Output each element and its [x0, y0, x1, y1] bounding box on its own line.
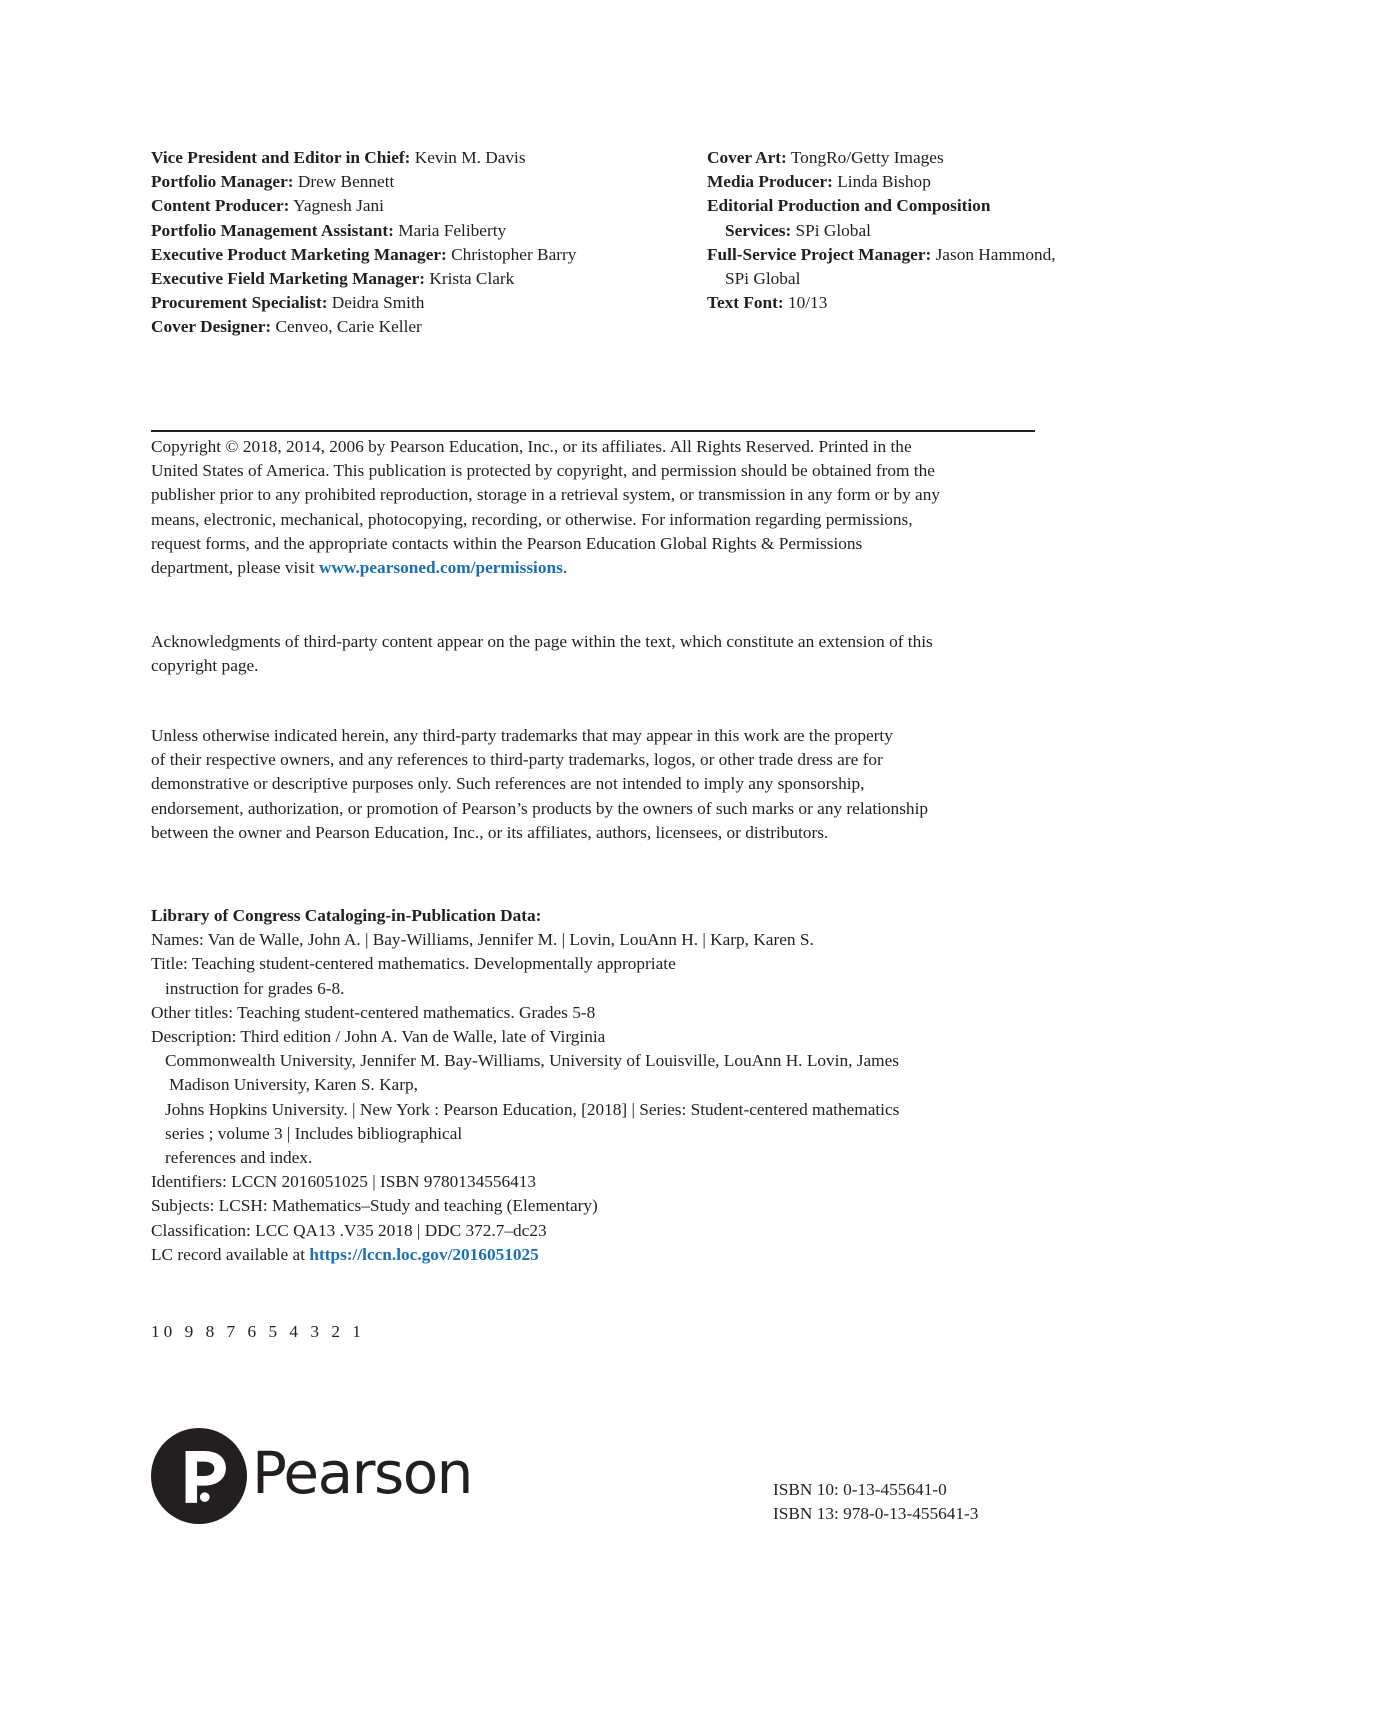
credit-value: Christopher Barry [446, 244, 577, 264]
credit-value: SPi Global [791, 220, 871, 240]
credit-value: SPi Global [725, 269, 801, 289]
trademark-line: of their respective owners, and any references to third-party trademarks, logos, or other trade dress are for [151, 750, 883, 770]
isbn-block [773, 1478, 978, 1526]
cataloging-heading [151, 904, 899, 928]
credit-value: TongRo/Getty Images [786, 148, 944, 167]
credit-value: Deidra Smith [327, 293, 425, 313]
pearson-logo-icon [151, 1428, 247, 1524]
credit-line [707, 243, 1056, 267]
copyright-text: . [562, 558, 568, 578]
credit-line [151, 194, 576, 218]
pearson-wordmark: Pearson [252, 1439, 472, 1507]
credit-label: Executive Product Marketing Manager: [151, 244, 447, 264]
trademark-notice [151, 724, 928, 845]
copyright-line: request forms, and the appropriate contacts within the Pearson Education Global Rights & Permissions [151, 533, 863, 553]
isbn-13: ISBN 13: 978-0-13-455641-3 [773, 1504, 979, 1524]
credit-value: Kevin M. Davis [410, 148, 526, 167]
credit-value: Maria Feliberty [393, 220, 507, 240]
trademark-line: between the owner and Pearson Education, Inc., or its affiliates, authors, licensees, or distributors. [151, 822, 829, 842]
credit-value: Linda Bishop [832, 172, 931, 192]
trademark-line: endorsement, authorization, or promotion of Pearson’s products by the owners of such marks or any relationship [151, 798, 929, 818]
credit-label: Services: [725, 220, 792, 240]
credits-left-column [151, 146, 576, 340]
credit-line [151, 315, 576, 339]
copyright-line: publisher prior to any prohibited reproduction, storage in a retrieval system, or transmission in any form or by any [151, 485, 940, 505]
credit-line [707, 194, 1056, 218]
print-line: 10 9 8 7 6 5 4 3 2 1 [151, 1322, 365, 1341]
credit-value: Cenveo, Carie Keller [271, 317, 422, 337]
cataloging-heading-text: Library of Congress Cataloging-in-Publication Data: [151, 906, 542, 925]
cataloging-description: Commonwealth University, Jennifer M. Bay-Williams, University of Louisville, LouAnn H. Lovin, James [165, 1051, 899, 1071]
credit-value: Drew Bennett [293, 172, 395, 192]
copyright-line: means, electronic, mechanical, photocopying, recording, or otherwise. For information regarding permissions, [151, 509, 913, 529]
credit-value: Yagnesh Jani [289, 196, 384, 216]
record-text: LC record available at [151, 1244, 310, 1264]
cataloging-description: references and index. [165, 1148, 313, 1168]
copyright-line: Copyright © 2018, 2014, 2006 by Pearson Education, Inc., or its affiliates. All Rights Reserved. Printed in the [151, 437, 912, 456]
credit-label: Cover Art: [707, 148, 787, 167]
copyright-line [151, 556, 940, 580]
credit-label: Portfolio Management Assistant: [151, 220, 394, 240]
cataloging-title: Title: Teaching student-centered mathematics. Developmentally appropriate [151, 954, 676, 974]
lccn-link[interactable]: https://lccn.loc.gov/2016051025 [309, 1244, 539, 1264]
credit-label: Full-Service Project Manager: [707, 244, 932, 264]
cataloging-identifiers: Identifiers: LCCN 2016051025 | ISBN 9780134556413 [151, 1172, 537, 1192]
cataloging-data [151, 904, 899, 1267]
credit-label: Portfolio Manager: [151, 172, 294, 192]
credit-value: Krista Clark [425, 269, 515, 289]
credit-line [707, 267, 1056, 291]
credit-label: Vice President and Editor in Chief: [151, 148, 411, 167]
acknowledgments-line: copyright page. [151, 656, 259, 676]
copyright-notice [151, 435, 940, 580]
copyright-text: department, please visit [151, 558, 319, 578]
cataloging-subjects: Subjects: LCSH: Mathematics–Study and teaching (Elementary) [151, 1196, 598, 1216]
credit-label: Editorial Production and Composition [707, 196, 991, 216]
isbn-10: ISBN 10: 0-13-455641-0 [773, 1480, 947, 1499]
credit-line [151, 267, 576, 291]
trademark-line: demonstrative or descriptive purposes only. Such references are not intended to imply any sponsorship, [151, 774, 865, 794]
credit-line [707, 146, 1056, 170]
cataloging-description: Description: Third edition / John A. Van de Walle, late of Virginia [151, 1027, 606, 1047]
credit-value: 10/13 [783, 293, 828, 313]
cataloging-other-titles: Other titles: Teaching student-centered mathematics. Grades 5-8 [151, 1002, 596, 1022]
credits-right-column [707, 146, 1056, 315]
trademark-line: Unless otherwise indicated herein, any third-party trademarks that may appear in this work are the property [151, 726, 893, 745]
credit-label: Content Producer: [151, 196, 290, 216]
credit-line [151, 170, 576, 194]
divider [151, 430, 1035, 432]
credit-label: Text Font: [707, 293, 784, 313]
credit-line [151, 243, 576, 267]
permissions-link[interactable]: www.pearsoned.com/permissions [318, 558, 563, 578]
credit-label: Media Producer: [707, 172, 833, 192]
credit-line [151, 291, 576, 315]
cataloging-names: Names: Van de Walle, John A. | Bay-Williams, Jennifer M. | Lovin, LouAnn H. | Karp, Karen S. [151, 930, 814, 950]
credit-label: Executive Field Marketing Manager: [151, 269, 426, 289]
credit-value: Jason Hammond, [931, 244, 1056, 264]
acknowledgments-line: Acknowledgments of third-party content appear on the page within the text, which constitute an extension of this [151, 632, 933, 651]
credit-line [151, 146, 576, 170]
credit-line [707, 170, 1056, 194]
cataloging-classification: Classification: LCC QA13 .V35 2018 | DDC 372.7–dc23 [151, 1220, 547, 1240]
credit-line [707, 219, 1056, 243]
copyright-line: United States of America. This publication is protected by copyright, and permission should be obtained from the [151, 461, 935, 481]
credit-line [707, 291, 1056, 315]
cataloging-description: series ; volume 3 | Includes bibliographical [165, 1123, 463, 1143]
credit-label: Cover Designer: [151, 317, 272, 337]
credit-line [151, 219, 576, 243]
acknowledgments-notice [151, 630, 933, 678]
cataloging-title: instruction for grades 6-8. [165, 978, 345, 998]
credit-label: Procurement Specialist: [151, 293, 328, 313]
cataloging-description: Johns Hopkins University. | New York : Pearson Education, [2018] | Series: Student-centered mathematics [165, 1099, 900, 1119]
cataloging-description: Madison University, Karen S. Karp, [169, 1075, 418, 1095]
cataloging-record [151, 1243, 899, 1267]
